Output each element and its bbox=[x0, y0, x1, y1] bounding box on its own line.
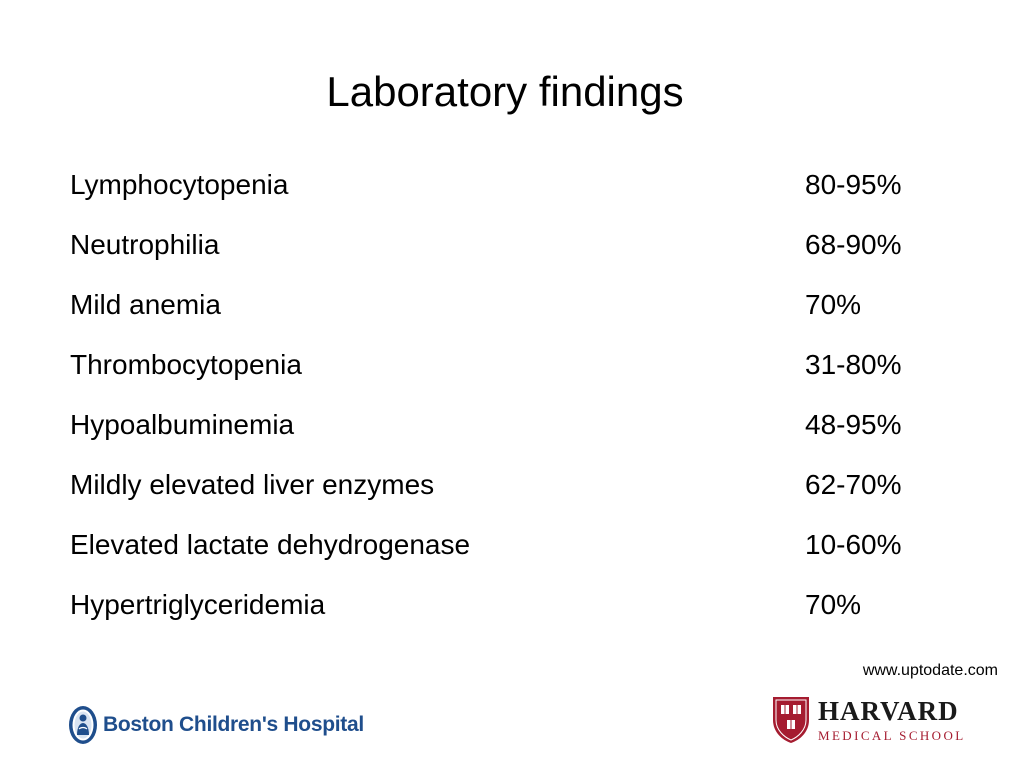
finding-value: 80-95% bbox=[805, 169, 902, 200]
harvard-name: HARVARD bbox=[818, 696, 959, 726]
finding-value: 10-60% bbox=[805, 529, 902, 560]
list-item bbox=[70, 400, 970, 460]
finding-name: Neutrophilia bbox=[70, 229, 220, 260]
list-item bbox=[70, 160, 970, 220]
list-item bbox=[70, 460, 970, 520]
finding-name: Elevated lactate dehydrogenase bbox=[70, 529, 471, 560]
bch-name: Boston Children's Hospital bbox=[103, 713, 364, 736]
finding-name: Hypoalbuminemia bbox=[70, 409, 295, 440]
boston-childrens-hospital-logo bbox=[68, 703, 364, 747]
finding-value: 70% bbox=[805, 289, 862, 320]
list-item bbox=[70, 580, 970, 640]
findings-list bbox=[70, 160, 970, 640]
list-item bbox=[70, 520, 970, 580]
finding-name: Mildly elevated liver enzymes bbox=[70, 469, 435, 500]
harvard-medical-school-logo bbox=[772, 695, 966, 745]
list-item bbox=[70, 340, 970, 400]
finding-value: 70% bbox=[805, 589, 862, 620]
finding-value: 62-70% bbox=[805, 469, 902, 500]
finding-name: Lymphocytopenia bbox=[70, 169, 289, 200]
harvard-shield-icon bbox=[772, 696, 810, 744]
source-citation: www.uptodate.com bbox=[862, 662, 998, 679]
finding-name: Mild anemia bbox=[70, 289, 221, 320]
finding-value: 31-80% bbox=[805, 349, 902, 380]
list-item bbox=[70, 280, 970, 340]
slide-title: Laboratory findings bbox=[326, 68, 684, 115]
list-item bbox=[70, 220, 970, 280]
medical-school-name: MEDICAL SCHOOL bbox=[818, 728, 966, 743]
finding-value: 48-95% bbox=[805, 409, 902, 440]
finding-value: 68-90% bbox=[805, 229, 902, 260]
bch-emblem-icon bbox=[68, 705, 98, 745]
finding-name: Hypertriglyceridemia bbox=[70, 589, 326, 620]
finding-name: Thrombocytopenia bbox=[70, 349, 302, 380]
